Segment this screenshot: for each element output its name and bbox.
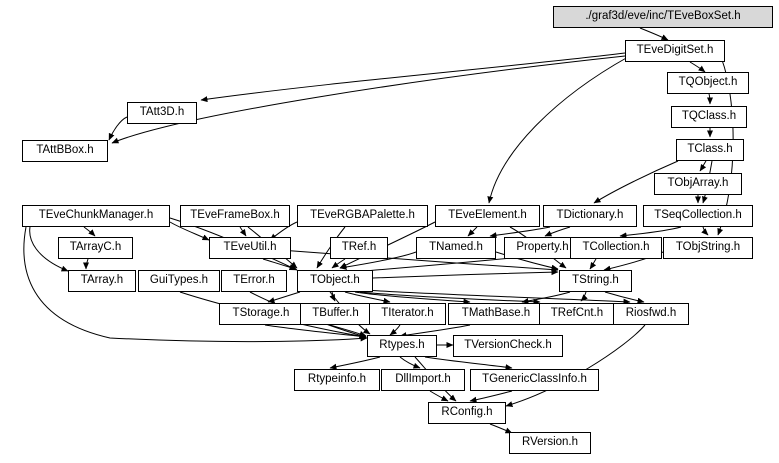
graph-node-teveframebox[interactable]: TEveFrameBox.h — [180, 205, 290, 227]
graph-edge — [620, 227, 681, 236]
graph-node-tevergbapalette[interactable]: TEveRGBAPalette.h — [297, 205, 428, 227]
graph-node-tqobject[interactable]: TQObject.h — [667, 72, 749, 94]
graph-node-tseqcollection[interactable]: TSeqCollection.h — [643, 205, 753, 227]
graph-edge — [468, 227, 477, 236]
graph-node-tclass[interactable]: TClass.h — [676, 139, 744, 161]
graph-node-rtypeinfo[interactable]: Rtypeinfo.h — [294, 369, 380, 391]
graph-node-tcollection[interactable]: TCollection.h — [570, 237, 662, 259]
graph-edge — [360, 292, 540, 302]
graph-edge — [240, 227, 246, 236]
graph-node-teveboxset[interactable]: ./graf3d/eve/inc/TEveBoxSet.h — [553, 6, 773, 28]
graph-node-tbuffer[interactable]: TBuffer.h — [300, 303, 371, 325]
graph-edge — [490, 227, 550, 236]
graph-edge — [268, 292, 300, 302]
graph-edge — [345, 292, 390, 302]
graph-edge — [330, 325, 366, 336]
graph-edge — [703, 227, 708, 235]
graph-edge — [355, 292, 470, 302]
graph-node-tdictionary[interactable]: TDictionary.h — [543, 205, 637, 227]
graph-edge — [84, 227, 95, 236]
graph-node-tattbbox[interactable]: TAttBBox.h — [22, 140, 108, 162]
graph-node-teveelement[interactable]: TEveElement.h — [435, 205, 540, 227]
graph-edge — [605, 292, 644, 302]
graph-node-guitypes[interactable]: GuiTypes.h — [138, 270, 220, 292]
graph-node-tref[interactable]: TRef.h — [330, 237, 388, 259]
graph-node-tatt3d[interactable]: TAtt3D.h — [127, 102, 197, 124]
graph-edge — [489, 57, 628, 203]
graph-node-tevechunkmanager[interactable]: TEveChunkManager.h — [22, 205, 170, 227]
graph-edge — [400, 357, 420, 368]
graph-node-tstorage[interactable]: TStorage.h — [219, 303, 303, 325]
graph-edge — [690, 62, 705, 72]
graph-node-tevedigitset[interactable]: TEveDigitSet.h — [625, 40, 725, 62]
graph-edge — [332, 292, 335, 301]
graph-node-tobjarray[interactable]: TObjArray.h — [654, 173, 742, 195]
graph-edge — [522, 292, 570, 302]
graph-edge — [700, 161, 706, 171]
graph-edge — [709, 94, 710, 104]
graph-edge — [109, 117, 127, 140]
graph-node-tqclass[interactable]: TQClass.h — [671, 106, 747, 128]
graph-node-rtypes[interactable]: Rtypes.h — [367, 335, 437, 357]
graph-edge — [545, 227, 570, 236]
graph-node-property[interactable]: Property.h — [504, 237, 581, 259]
graph-edge — [590, 259, 596, 269]
graph-node-tobject[interactable]: TObject.h — [297, 270, 373, 292]
graph-edge — [112, 56, 625, 143]
graph-node-terror[interactable]: TError.h — [221, 270, 287, 292]
graph-node-tarray[interactable]: TArray.h — [68, 270, 136, 292]
graph-node-teveutil[interactable]: TEveUtil.h — [209, 237, 291, 259]
graph-edge — [581, 292, 586, 301]
graph-node-tstring[interactable]: TString.h — [559, 270, 632, 292]
graph-edge — [425, 357, 512, 368]
graph-node-tgenericclassinfo[interactable]: TGenericClassInfo.h — [470, 369, 599, 391]
graph-node-titerator[interactable]: TIterator.h — [369, 303, 446, 325]
graph-node-tmathbase[interactable]: TMathBase.h — [448, 303, 544, 325]
graph-node-riosfwd[interactable]: Riosfwd.h — [613, 303, 689, 325]
graph-node-trefcnt[interactable]: TRefCnt.h — [539, 303, 615, 325]
graph-edge — [332, 259, 345, 268]
graph-edge — [330, 357, 380, 368]
graph-edge — [430, 391, 448, 401]
graph-edge — [86, 259, 88, 269]
graph-node-rconfig[interactable]: RConfig.h — [428, 402, 506, 424]
graph-node-tarrayc[interactable]: TArrayC.h — [58, 237, 133, 259]
graph-node-tversioncheck[interactable]: TVersionCheck.h — [453, 335, 563, 357]
graph-edge — [263, 259, 296, 269]
graph-edge — [390, 325, 400, 335]
graph-node-rversion[interactable]: RVersion.h — [509, 432, 591, 454]
graph-edge — [201, 53, 625, 100]
graph-node-dllimport[interactable]: DllImport.h — [381, 369, 465, 391]
graph-edge — [265, 325, 366, 337]
graph-edge — [640, 28, 668, 40]
graph-edge — [373, 272, 558, 278]
graph-node-tobjstring[interactable]: TObjString.h — [663, 237, 753, 259]
graph-edge — [470, 391, 512, 401]
graph-node-tnamed[interactable]: TNamed.h — [416, 237, 496, 259]
